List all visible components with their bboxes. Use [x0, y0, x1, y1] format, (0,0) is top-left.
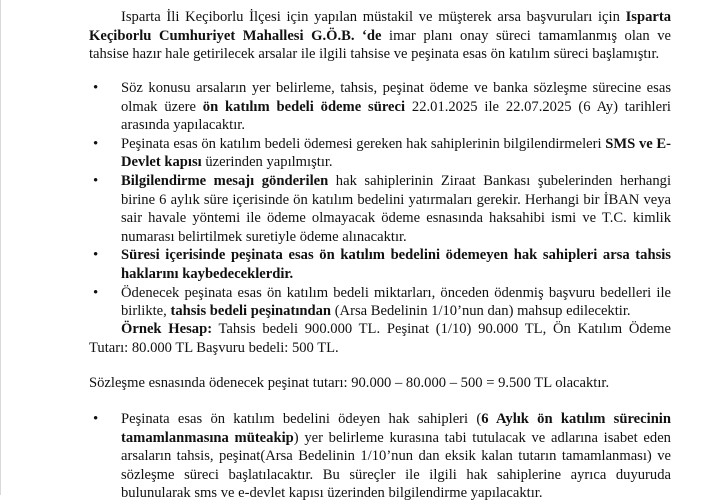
bullet-5-text-2: (Arsa Bedelinin 1/10’nun dan) mahsup edilecektir. [331, 303, 631, 320]
contract-payment-line: Sözleşme esnasında ödenecek peşinat tutarı: 90.000 – 80.000 – 500 = 9.500 TL olacaktır. [89, 375, 610, 391]
bullet-3-text-2: hak sahiplerinin Ziraat Bankası şubelerinden herhangi birine 6 aylık süre içerisinde ön katılım bedelini yatırmaları gerekir. Herhangi bir İBAN veya sair havale yöntemi ile ödeme olmayacak ödeme esnasında haksahibi ismi ve T.C. kimlik numarası belirtilmek suretiyle ödeme alınacaktır. [121, 172, 672, 245]
bullet-5-text-1: Ödenecek peşinata esas ön katılım bedeli miktarları, önceden ödenmiş başvuru bedelleri ile birlikte, [121, 284, 671, 320]
example-calculation [89, 320, 671, 357]
final-bullet-text-2: ) yer belirleme kurasına tabi tutulacak ve adlarına isabet eden arsaların tahsis, peşinat(Arsa Bedelinin 1/10’nun dan eksik kalan tutarın tamamlanması) ve sözleşme süreci başlatılacaktır. Bu süreçler ile ilgili hak sahiplerine ayrıca duyuruda bulunularak sms ve e-devlet kapısı üzerinden bilgilendirme yapılacaktır. [121, 429, 671, 502]
announcement-list [89, 79, 671, 321]
list-item [89, 410, 671, 503]
intro-text-1: Isparta İli Keçiborlu İlçesi için yapılan müstakil ve müşterek arsa başvuruları için [121, 9, 626, 25]
bullet-2-text-1: Peşinata esas ön katılım bedeli ödemesi gereken hak sahiplerinin bilgilendirmeleri [121, 135, 606, 152]
list-item [89, 135, 671, 172]
bullet-1-text-2: 22.01.2025 ile 22.07.2025 (6 Ay) tarihleri arasında yapılacaktır. [121, 98, 671, 134]
bullet-1-text-1: Söz konusu arsaların yer belirleme, tahsis, peşinat ödeme ve banka sözleşme sürecine esas olmak üzere [121, 80, 671, 115]
list-item [89, 246, 671, 283]
final-bullet-text-1: Peşinata esas ön katılım bedelini ödeyen hak sahipleri ( [121, 411, 482, 427]
list-item [89, 284, 671, 321]
example-label: Örnek Hesap: [121, 321, 213, 337]
bullet-2-bold: SMS ve E-Devlet kapısı [121, 135, 672, 171]
final-bullet-bold: 6 Aylık ön katılım sürecinin tamamlanmasına müteakip [121, 411, 671, 446]
list-item [89, 172, 671, 246]
list-item [89, 79, 671, 135]
intro-text-2: imar planı onay süreci tamamlanmış olan ve tahsise hazır hale getirilecek arsalar ile ilgili tahsise ve peşinata esas ön katılım süreci başlamıştır. [89, 27, 672, 63]
example-text: Tahsis bedeli 900.000 TL. Peşinat (1/10) 90.000 TL, Ön Katılım Ödeme Tutarı: 80.000 TL Başvuru bedeli: 500 TL. [89, 321, 671, 356]
bullet-3-bold: Bilgilendirme mesajı gönderilen [121, 172, 329, 189]
final-list [89, 410, 671, 503]
bullet-1-bold: ön katılım bedeli ödeme süreci [202, 98, 406, 115]
intro-location: Isparta Keçiborlu Cumhuriyet Mahallesi G.Ö.B. ‘de [89, 9, 671, 44]
bullet-5-bold: tahsis bedeli peşinatından [170, 303, 332, 320]
intro-paragraph [89, 8, 671, 64]
bullet-2-text-2: üzerinden yapılmıştır. [201, 154, 333, 171]
bullet-4-bold: Süresi içerisinde peşinata esas ön katılım bedelini ödemeyen hak sahipleri arsa tahsis haklarını kaybedeceklerdir. [121, 247, 671, 282]
